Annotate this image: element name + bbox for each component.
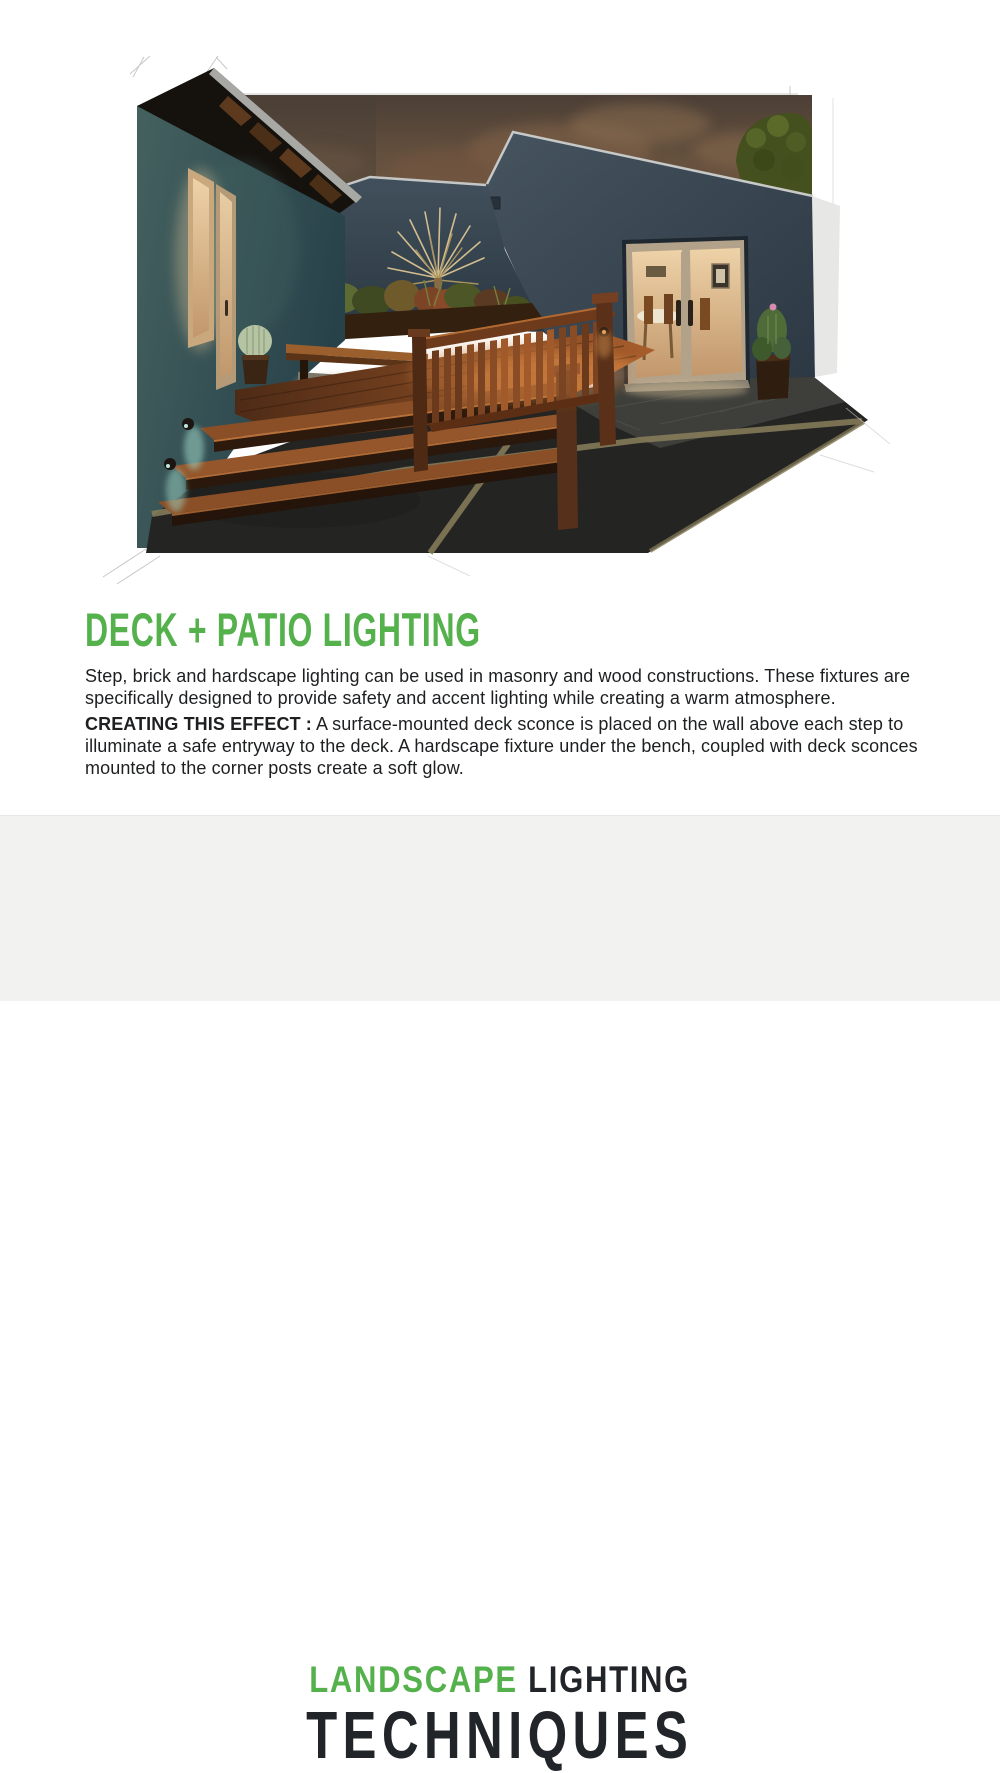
- footer-title: [0, 1698, 1000, 1773]
- effect-text: A surface-mounted deck sconce is placed on the wall above each step to illuminate a safe entryway to the deck. A hardscape fixture under the bench, coupled with deck sconces mounted to the corner posts create a soft glow.: [85, 714, 918, 778]
- footer-band: [0, 815, 1000, 1773]
- intro-paragraph: Step, brick and hardscape lighting can be used in masonry and wood constructions. These fixtures are specifically designed to provide safety and accent lighting while creating a warm atmosphere.: [85, 666, 911, 708]
- effect-label: CREATING THIS EFFECT :: [85, 714, 312, 734]
- lit-side-door: [216, 184, 236, 390]
- page-title-text: DECK + PATIO LIGHTING: [85, 603, 481, 656]
- brand-word-landscape: LANDSCAPE: [309, 1659, 519, 1700]
- page-title: [85, 603, 667, 656]
- effect-paragraph: [85, 713, 935, 779]
- brand-word-lighting: LIGHTING: [528, 1659, 691, 1700]
- french-doors-lit-interior: [622, 236, 750, 398]
- render-edge-band: [812, 196, 840, 377]
- brand-line: [0, 1661, 1000, 1698]
- footer-title-text: TECHNIQUES: [306, 1698, 694, 1773]
- deck-patio-illustration: [0, 0, 1000, 600]
